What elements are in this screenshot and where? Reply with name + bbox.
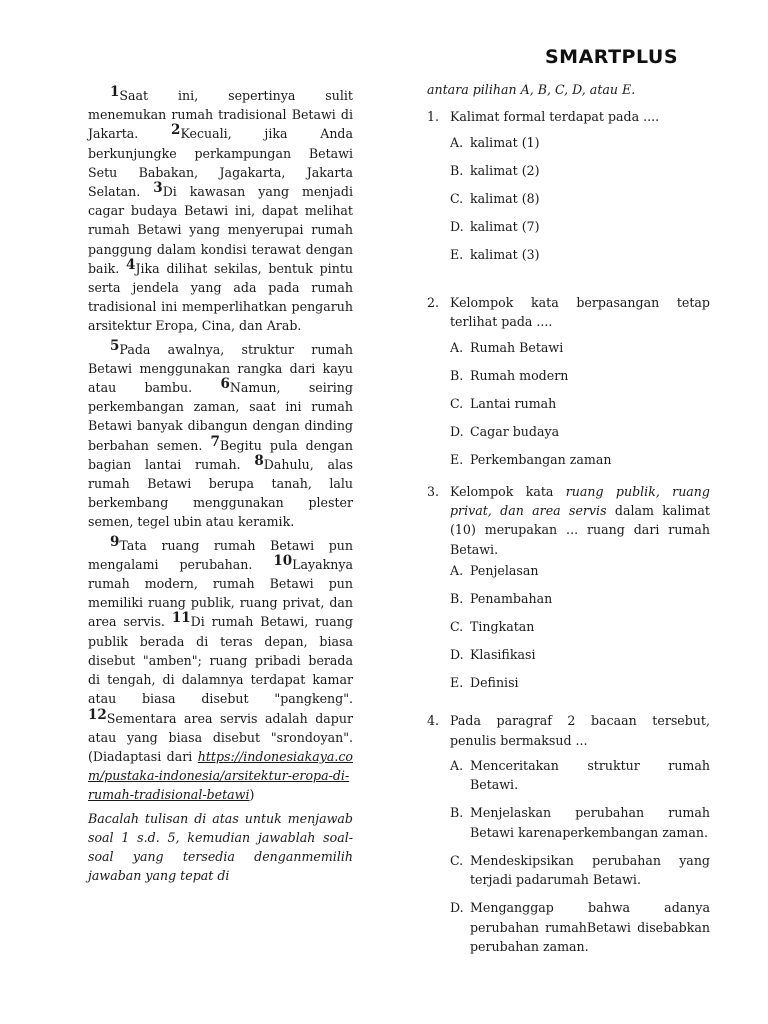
option-letter: E.: [450, 675, 464, 691]
option-letter: A.: [450, 339, 464, 355]
sentence-number: 3: [153, 180, 163, 197]
sentence-number: 9: [110, 533, 120, 550]
option-letter: C.: [450, 190, 464, 206]
sentence: Sementara area servis adalah dapur atau yang biasa disebut "srondoyan".: [88, 710, 353, 745]
option-c[interactable]: [450, 394, 710, 413]
option-text: Klasifikasi: [470, 647, 536, 663]
option-c[interactable]: [450, 851, 710, 890]
sentence-number: 4: [126, 256, 136, 273]
sentence: Jika dilihat sekilas, bentuk pintu serta jendela yang ada pada rumah tradisional ini memperlihatkan pengaruh arsitektur Eropa, Cina, dan Arab.: [88, 260, 353, 334]
sentence: Tata ruang rumah Betawi pun mengalami perubahan.: [88, 537, 353, 572]
option-letter: E.: [450, 246, 464, 262]
question-1: [427, 107, 710, 272]
paragraph-1: [88, 86, 353, 336]
questions-intro: antara pilihan A, B, C, D, atau E.: [427, 82, 636, 97]
option-d[interactable]: [450, 217, 710, 236]
question-text-italic: ruang publik, ruang privat, dan area servis: [450, 483, 710, 519]
sentence-number: 1: [110, 84, 120, 100]
option-letter: D.: [450, 218, 464, 234]
questions-column: [427, 80, 710, 969]
option-b[interactable]: [450, 589, 710, 608]
option-letter: D.: [450, 900, 464, 916]
option-b[interactable]: [450, 161, 710, 180]
brand-logo: SMARTPLUS: [545, 46, 679, 68]
sentence-number: 7: [210, 433, 220, 450]
option-a[interactable]: [450, 133, 710, 152]
option-text: Rumah modern: [470, 367, 569, 383]
option-text: Rumah Betawi: [470, 339, 564, 355]
sentence: Kecuali, jika Anda berkunjungke perkampungan Betawi Setu Babakan, Jagakarta, Jakarta Selatan.: [88, 126, 353, 200]
sentence-number: 2: [171, 122, 181, 139]
option-letter: D.: [450, 647, 464, 663]
option-b[interactable]: [450, 366, 710, 385]
option-text: kalimat (3): [470, 246, 540, 262]
question-number: 1.: [427, 109, 440, 125]
reading-passage: [88, 86, 353, 885]
option-letter: B.: [450, 805, 464, 821]
sentence-number: 5: [110, 337, 120, 354]
option-e[interactable]: [450, 673, 710, 692]
option-letter: B.: [450, 162, 464, 178]
sentence: Begitu pula dengan bagian lantai rumah.: [88, 437, 353, 472]
option-text: Mendeskipsikan perubahan yang terjadi padarumah Betawi.: [470, 852, 710, 888]
option-letter: D.: [450, 423, 464, 439]
question-text: Kelompok kata berpasangan tetap terlihat pada ....: [450, 294, 710, 330]
source-suffix: ): [249, 787, 255, 803]
option-d[interactable]: [450, 898, 710, 956]
option-e[interactable]: [450, 245, 710, 264]
option-text: Penambahan: [470, 591, 553, 607]
option-letter: B.: [450, 591, 464, 607]
question-3: [427, 482, 710, 702]
sentence: Di kawasan yang menjadi cagar budaya Betawi ini, dapat melihat rumah Betawi yang menyerupai rumah panggung dalam kondisi terawat dengan baik.: [88, 184, 353, 276]
option-letter: B.: [450, 367, 464, 383]
option-text: Menjelaskan perubahan rumah Betawi karenaperkembangan zaman.: [470, 805, 710, 840]
option-d[interactable]: [450, 422, 710, 441]
option-text: kalimat (1): [470, 134, 540, 150]
question-text: Kelompok kata: [450, 483, 566, 499]
option-letter: C.: [450, 852, 464, 868]
option-text: kalimat (7): [470, 218, 540, 234]
question-text: dalam kalimat (10) merupakan ... ruang dari rumah Betawi.: [450, 503, 710, 557]
option-c[interactable]: [450, 617, 710, 636]
option-text: Cagar budaya: [470, 423, 560, 439]
paragraph-3: [88, 533, 353, 805]
question-4: [427, 711, 710, 965]
option-text: Lantai rumah: [470, 395, 557, 411]
source-prefix: (Diadaptasi dari: [88, 748, 193, 764]
option-text: Definisi: [470, 675, 519, 691]
sentence: Namun, seiring perkembangan zaman, saat ini rumah Betawi banyak dibangun dengan dinding berbahan semen.: [88, 380, 353, 453]
paragraph-2: [88, 337, 353, 532]
sentence: Saat ini, sepertinya sulit menemukan rumah tradisional Betawi di Jakarta.: [88, 88, 353, 142]
option-letter: A.: [450, 134, 464, 150]
instruction-text: Bacalah tulisan di atas untuk menjawab soal 1 s.d. 5, kemudian jawablah soal-soal yang tersedia denganmemilih jawaban yang tepat di: [88, 810, 353, 884]
option-c[interactable]: [450, 189, 710, 208]
option-text: Menganggap bahwa adanya perubahan rumahBetawi disebabkan perubahan zaman.: [470, 900, 710, 955]
option-a[interactable]: [450, 756, 710, 795]
option-text: kalimat (2): [470, 162, 540, 178]
option-letter: A.: [450, 563, 464, 579]
option-a[interactable]: [450, 338, 710, 357]
option-text: Tingkatan: [470, 619, 535, 635]
question-number: 3.: [427, 483, 440, 499]
sentence: Pada awalnya, struktur rumah Betawi menggunakan rangka dari kayu atau bambu.: [88, 341, 353, 396]
sentence-number: 12: [88, 706, 107, 723]
sentence-number: 8: [254, 452, 264, 469]
option-a[interactable]: [450, 561, 710, 580]
option-d[interactable]: [450, 645, 710, 664]
option-e[interactable]: [450, 450, 710, 469]
option-text: Menceritakan struktur rumah Betawi.: [470, 758, 710, 793]
question-number: 4.: [427, 713, 440, 729]
option-text: kalimat (8): [470, 190, 540, 206]
sentence-number: 11: [171, 610, 191, 627]
option-b[interactable]: [450, 803, 710, 842]
sentence-number: 10: [273, 552, 293, 569]
option-text: Perkembangan zaman: [470, 451, 612, 467]
question-text: Pada paragraf 2 bacaan tersebut, penulis bermaksud ...: [450, 713, 710, 748]
option-letter: E.: [450, 451, 464, 467]
option-text: Penjelasan: [470, 563, 539, 579]
question-number: 2.: [427, 294, 440, 310]
question-2: [427, 293, 710, 478]
source-link[interactable]: https://indonesiakaya.com/pustaka-indonesia/arsitektur-eropa-di-rumah-tradisional-betawi: [88, 748, 353, 803]
option-letter: A.: [450, 758, 464, 774]
sentence: Layaknya rumah modern, rumah Betawi pun memiliki ruang publik, ruang privat, dan area servis.: [88, 556, 353, 630]
question-text: Kalimat formal terdapat pada ....: [450, 109, 660, 125]
option-letter: C.: [450, 395, 464, 411]
option-letter: C.: [450, 619, 464, 635]
sentence-number: 6: [220, 376, 230, 393]
sentence: Dahulu, alas rumah Betawi berupa tanah, lalu berkembang menggunakan plester semen, tegel ubin atau keramik.: [88, 456, 353, 530]
sentence: Di rumah Betawi, ruang publik berada di teras depan, biasa disebut "amben"; ruang pribadi berada di tengah, di dalamnya terdapat kamar atau biasa disebut "pangkeng".: [88, 614, 353, 707]
